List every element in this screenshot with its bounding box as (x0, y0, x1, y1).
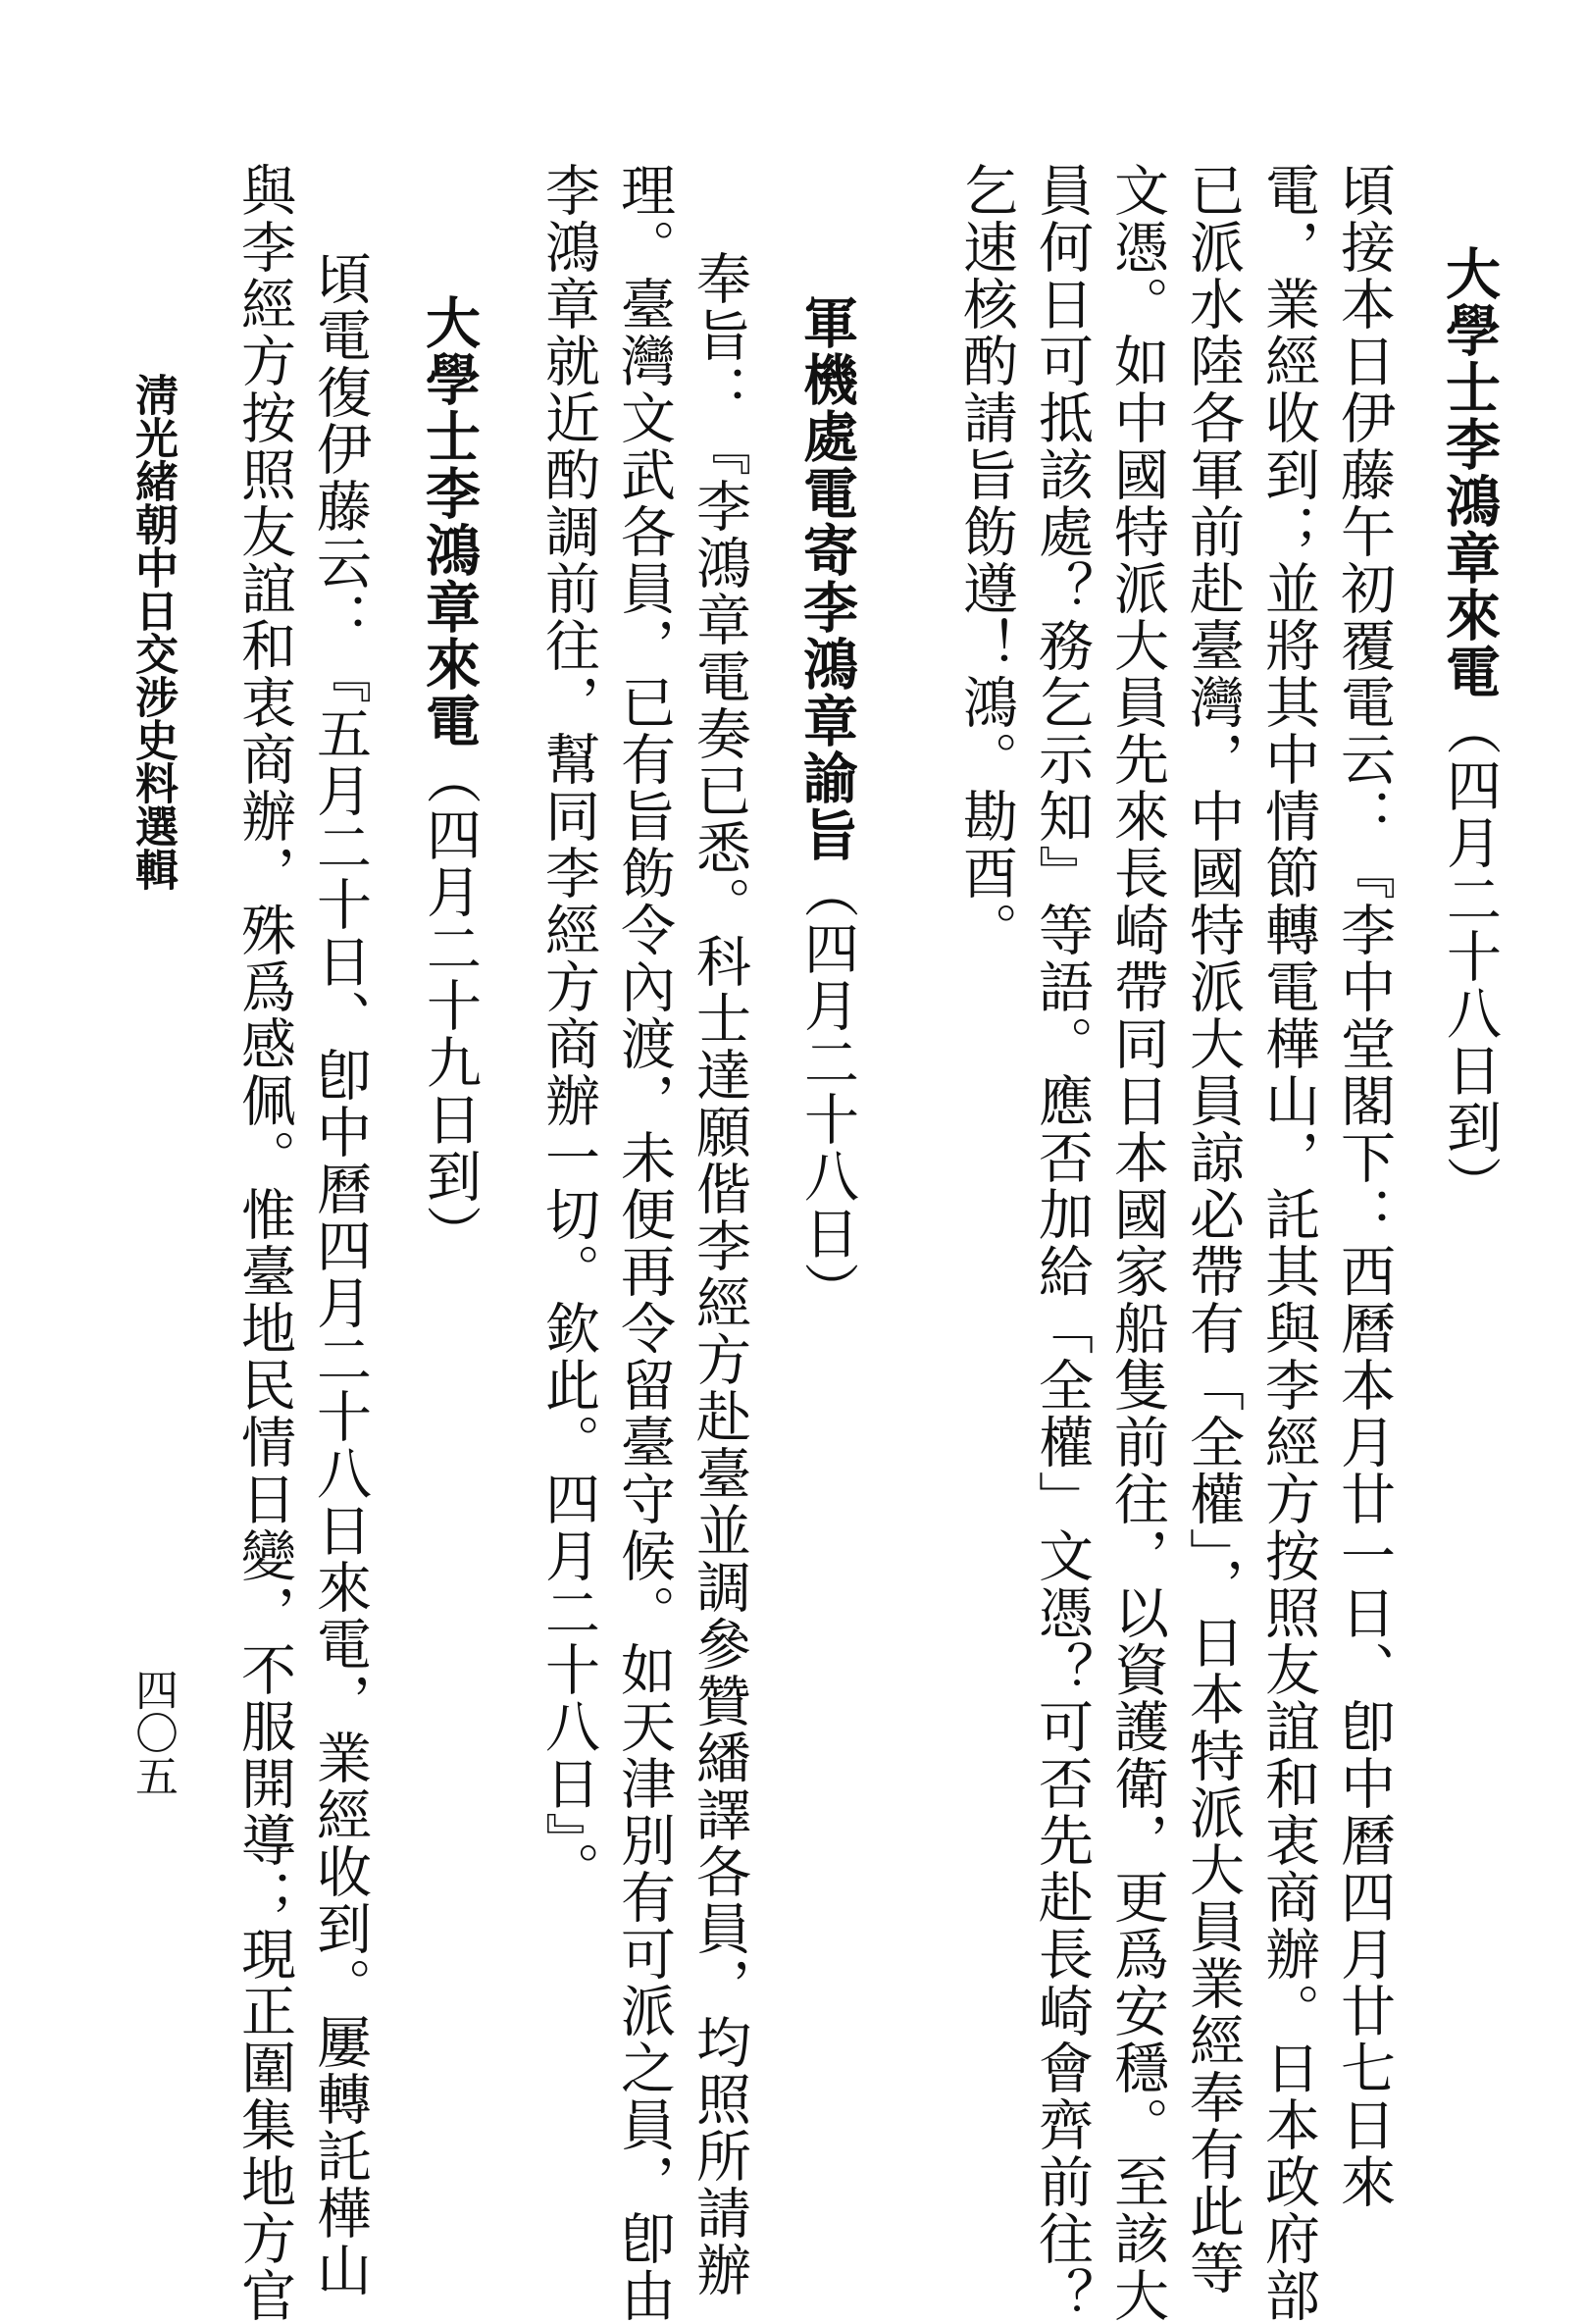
page-number: 四〇五 (128, 1668, 178, 1797)
section1-title-text: 大學士李鴻章來電 (1437, 245, 1502, 700)
section1-line-6: 乞速核酌請旨飭遵！鴻。勘酉。 (954, 162, 1018, 958)
section2-title-text: 軍機處電寄李鴻章諭旨 (794, 294, 859, 863)
section1-title (1437, 245, 1502, 1213)
section3-line-2: 與李經方按照友誼和衷商辦，殊爲感佩。惟臺地民情日變，不服開導；現正圍集地方官 (232, 162, 296, 2324)
section1-line-2: 電，業經收到；並將其中情節轉電樺山，託其與李經方按照友誼和衷商辦。日本政府部 (1256, 162, 1320, 2324)
section2-line-1: 奉旨：『李鴻章電奏已悉。科士達願偕李經方赴臺並調參贊繙譯各員，均照所請辦 (688, 250, 751, 2298)
section1-line-4: 文憑。如中國特派大員先來長崎帶同日本國家船隻前往，以資護衛，更爲安穩。至該大 (1105, 162, 1169, 2324)
section1-line-1: 頃接本日伊藤午初覆電云：『李中堂閣下：西曆本月廿一日、卽中曆四月廿七日來 (1332, 162, 1396, 2210)
section2-line-3: 李鴻章就近酌調前往，幫同李經方商辦一切。欽此。四月二十八日』。 (537, 162, 600, 1898)
section2-title (794, 294, 859, 1318)
section1-line-5: 員何日可抵該處？務乞示知』等語。應否加給「全權」文憑？可否先赴長崎會齊前往？ (1030, 162, 1094, 2324)
section1-line-3: 已派水陸各軍前赴臺灣，中國特派大員諒必帶有「全權」，日本特派大員業經奉有此等 (1181, 162, 1245, 2297)
book-title: 淸光緒朝中日交涉史料選輯 (128, 373, 178, 891)
section1-date: （四月二十八日到） (1438, 700, 1502, 1213)
section3-line-1: 頃電復伊藤云：『五月二十日、卽中曆四月二十八日來電，業經收到。屢轉託樺山 (308, 250, 372, 2298)
section2-line-2: 理。臺灣文武各員，已有旨飭令內渡，未便再令留臺守候。如天津別有可派之員，卽由 (612, 162, 676, 2324)
section2-date: （四月二十八日） (795, 863, 859, 1318)
section3-date: （四月二十九日到） (418, 749, 482, 1262)
section3-title-text: 大學士李鴻章來電 (417, 294, 482, 749)
section3-title (417, 294, 482, 1262)
